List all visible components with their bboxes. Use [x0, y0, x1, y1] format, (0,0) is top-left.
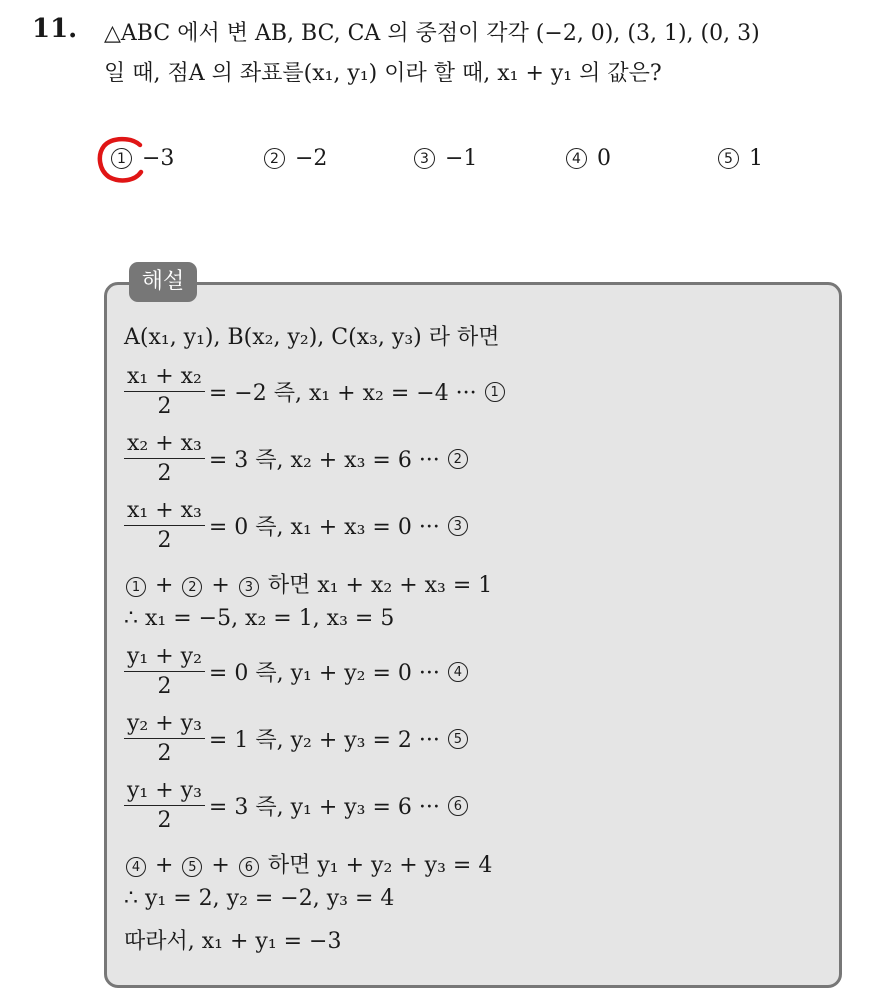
circled-number: 1 [485, 382, 505, 402]
equation-rest: = 3 즉, x₂ + x₃ = 6 ··· [208, 448, 440, 473]
fraction [124, 431, 205, 486]
equation-row-5 [124, 711, 470, 766]
circled-number: 3 [448, 516, 468, 536]
choice-3[interactable] [414, 146, 477, 171]
fraction [124, 364, 205, 419]
choice-value: −1 [445, 146, 478, 171]
denominator: 2 [157, 741, 172, 766]
circled-number: 1 [111, 148, 132, 169]
circled-number: 6 [239, 857, 259, 877]
circled-number: 3 [239, 577, 259, 597]
equation-row-2 [124, 431, 470, 486]
question-text-line-2: 일 때, 점A 의 좌표를(x₁, y₁) 이라 할 때, x₁ + y₁ 의 값은? [104, 61, 662, 86]
choice-value: −2 [295, 146, 328, 171]
result-x-line: ∴ x₁ = −5, x₂ = 1, x₃ = 5 [124, 606, 395, 631]
fraction [124, 644, 205, 699]
equation-rest: = 0 즉, x₁ + x₃ = 0 ··· [208, 515, 440, 540]
circled-number: 4 [448, 662, 468, 682]
solution-intro: A(x₁, y₁), B(x₂, y₂), C(x₃, y₃) 라 하면 [124, 325, 500, 350]
equation-row-1 [124, 364, 507, 419]
choice-5[interactable] [718, 146, 763, 171]
equation-rest: = 0 즉, y₁ + y₂ = 0 ··· [208, 661, 440, 686]
numerator: x₂ + x₃ [124, 431, 205, 459]
sum-y-line: 4 + 5 + 6 하면 y₁ + y₂ + y₃ = 4 [124, 848, 492, 879]
denominator: 2 [157, 808, 172, 833]
solution-tag: 해설 [129, 262, 197, 302]
fraction [124, 711, 205, 766]
circled-number: 5 [718, 148, 739, 169]
equation-row-6 [124, 778, 470, 833]
equation-row-3 [124, 498, 470, 553]
sum-x-line: 1 + 2 + 3 하면 x₁ + x₂ + x₃ = 1 [124, 568, 492, 599]
fraction [124, 498, 205, 553]
circled-number: 5 [182, 857, 202, 877]
denominator: 2 [157, 461, 172, 486]
numerator: x₁ + x₂ [124, 364, 205, 392]
circled-number: 3 [414, 148, 435, 169]
question-number: 11. [32, 14, 78, 44]
sum-x-text: 하면 x₁ + x₂ + x₃ = 1 [267, 573, 493, 598]
denominator: 2 [157, 394, 172, 419]
numerator: y₁ + y₃ [124, 778, 205, 806]
circled-number: 6 [448, 796, 468, 816]
numerator: y₂ + y₃ [124, 711, 205, 739]
circled-number: 2 [448, 449, 468, 469]
choice-value: 0 [597, 146, 611, 171]
equation-rest: = −2 즉, x₁ + x₂ = −4 ··· [208, 381, 477, 406]
circled-number: 2 [264, 148, 285, 169]
result-y-line: ∴ y₁ = 2, y₂ = −2, y₃ = 4 [124, 886, 395, 911]
numerator: x₁ + x₃ [124, 498, 205, 526]
denominator: 2 [157, 674, 172, 699]
sum-y-text: 하면 y₁ + y₂ + y₃ = 4 [267, 853, 493, 878]
fraction [124, 778, 205, 833]
equation-rest: = 1 즉, y₂ + y₃ = 2 ··· [208, 728, 440, 753]
denominator: 2 [157, 528, 172, 553]
conclusion-line: 따라서, x₁ + y₁ = −3 [124, 929, 342, 954]
selected-answer-circle-icon [96, 136, 148, 184]
choice-2[interactable] [264, 146, 327, 171]
circled-number: 4 [566, 148, 587, 169]
choice-value: 1 [749, 146, 763, 171]
circled-number: 1 [126, 577, 146, 597]
numerator: y₁ + y₂ [124, 644, 205, 672]
circled-number: 2 [182, 577, 202, 597]
circled-number: 4 [126, 857, 146, 877]
equation-rest: = 3 즉, y₁ + y₃ = 6 ··· [208, 795, 440, 820]
circled-number: 5 [448, 729, 468, 749]
equation-row-4 [124, 644, 470, 699]
question-text-line-1: △ABC 에서 변 AB, BC, CA 의 중점이 각각 (−2, 0), (3, 1), (0, 3) [104, 21, 760, 46]
choice-value: −3 [142, 146, 175, 171]
choice-4[interactable] [566, 146, 611, 171]
